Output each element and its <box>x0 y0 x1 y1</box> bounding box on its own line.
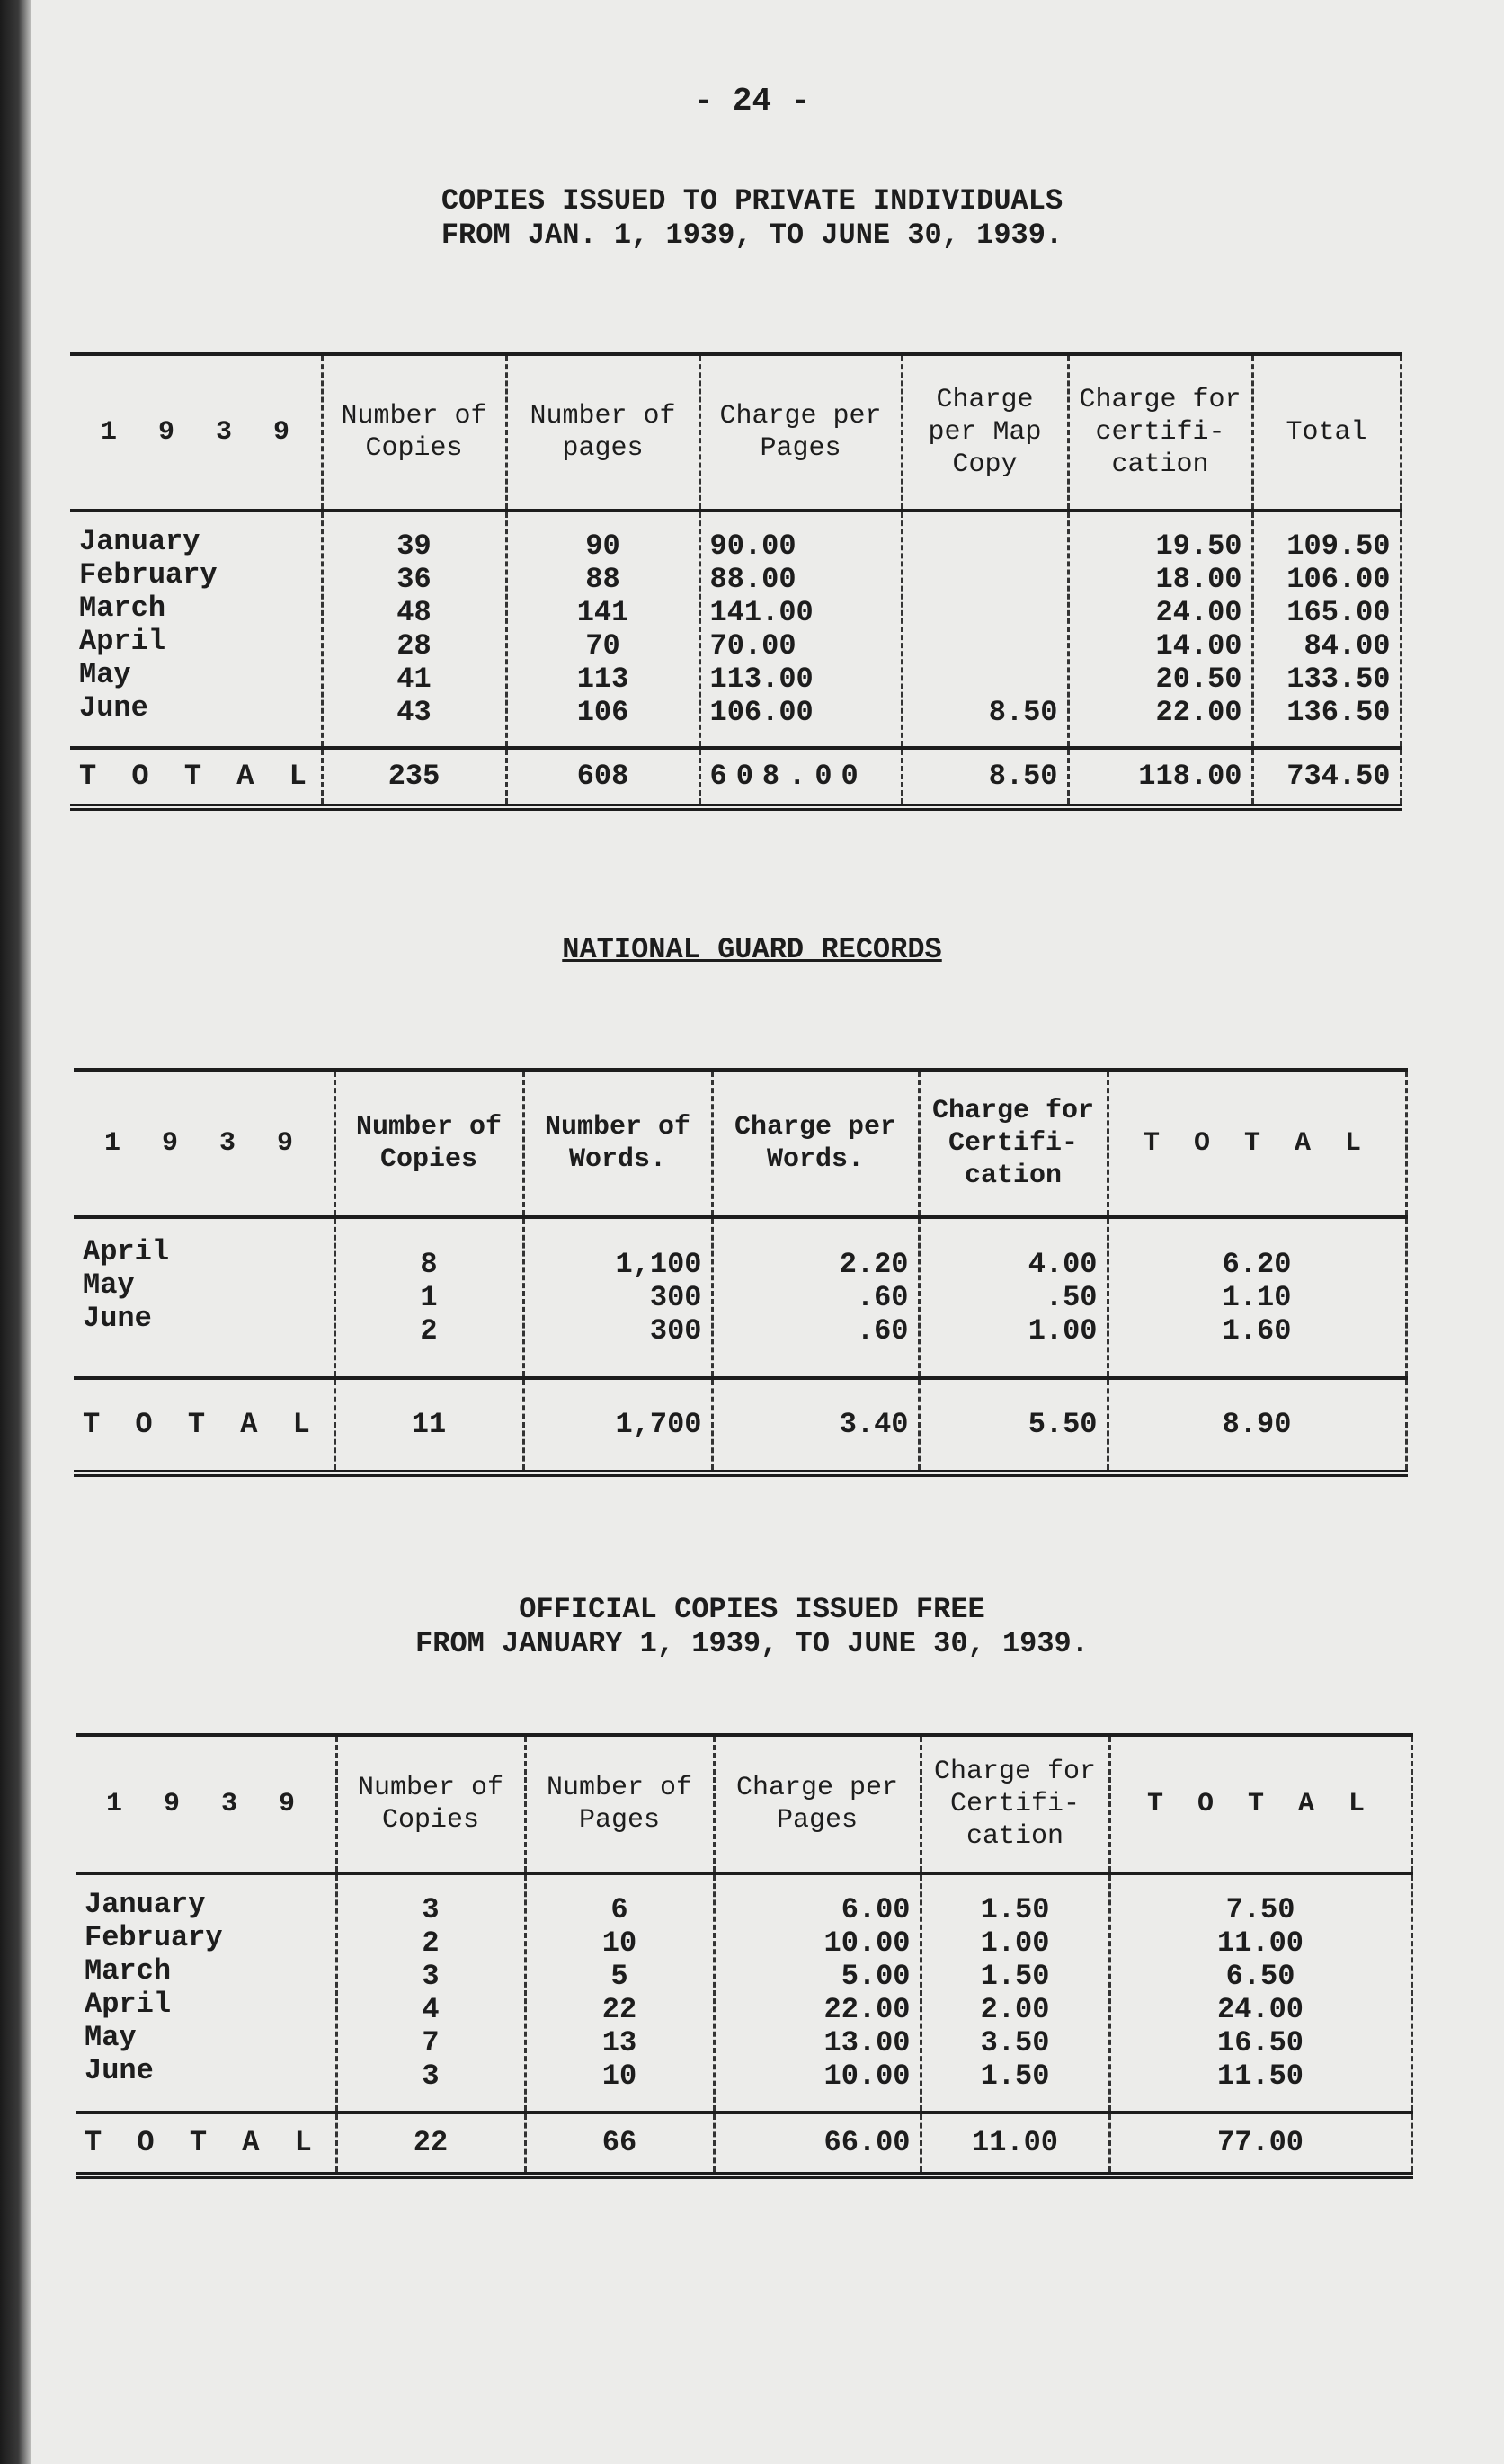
month-cell: March <box>79 592 166 625</box>
private-title-line1: COPIES ISSUED TO PRIVATE INDIVIDUALS <box>441 184 1063 218</box>
official-copies <box>336 1873 525 2113</box>
pages-cell: 88 <box>585 563 620 596</box>
copies-cell: 3 <box>422 2059 440 2093</box>
certification-cell: 1.50 <box>980 1893 1050 1926</box>
sum-charge-words: 3.40 <box>712 1378 919 1473</box>
copies-cell: 8 <box>420 1248 438 1281</box>
private-header-row <box>70 354 1401 511</box>
pages-cell: 113 <box>576 663 629 696</box>
month-cell: January <box>79 525 200 558</box>
copies-cell: 36 <box>396 563 432 596</box>
charge-pages-cell: 6.00 <box>841 1893 911 1926</box>
official-months <box>76 1873 336 2113</box>
private-charge-map <box>902 511 1068 748</box>
pages-cell: 106 <box>576 696 629 729</box>
sum-total: 8.90 <box>1108 1378 1406 1473</box>
official-pages <box>525 1873 714 2113</box>
total-cell: 133.50 <box>1286 663 1391 696</box>
private-title-line2: FROM JAN. 1, 1939, TO JUNE 30, 1939. <box>441 218 1063 252</box>
sum-pages: 66 <box>525 2113 714 2175</box>
copies-cell: 2 <box>420 1314 438 1348</box>
total-cell: 6.20 <box>1222 1248 1292 1281</box>
charge-words-cell: 2.20 <box>839 1248 909 1281</box>
official-total-row <box>76 2113 1411 2175</box>
copies-cell: 7 <box>422 2026 440 2059</box>
copies-cell: 4 <box>422 1993 440 2026</box>
month-cell: May <box>83 1268 135 1302</box>
total-cell: 6.50 <box>1225 1960 1295 1993</box>
copies-cell: 48 <box>396 596 432 629</box>
certification-cell: 20.50 <box>1155 663 1242 696</box>
official-header-copies: Number of Copies <box>336 1735 525 1873</box>
pages-cell: 22 <box>601 1993 637 2026</box>
official-header-row <box>76 1735 1411 1873</box>
certification-cell: 2.00 <box>980 1993 1050 2026</box>
sum-certification: 11.00 <box>921 2113 1109 2175</box>
total-cell: 16.50 <box>1216 2026 1304 2059</box>
sum-total: 734.50 <box>1252 748 1401 807</box>
total-cell: 1.10 <box>1222 1281 1292 1314</box>
certification-cell: 4.00 <box>1028 1248 1098 1281</box>
private-header-charge-pages: Charge per Pages <box>699 354 902 511</box>
charge-pages-cell: 141.00 <box>709 596 814 629</box>
month-cell: March <box>85 1954 172 1988</box>
charge-pages-cell: 5.00 <box>841 1960 911 1993</box>
private-months <box>70 511 322 748</box>
month-cell: April <box>85 1988 172 2021</box>
sum-copies: 11 <box>334 1378 523 1473</box>
guard-words <box>523 1217 712 1378</box>
private-body-row <box>70 511 1401 748</box>
total-cell: 11.00 <box>1216 1926 1304 1960</box>
charge-pages-cell: 13.00 <box>823 2026 911 2059</box>
pages-cell: 10 <box>601 1926 637 1960</box>
official-body-row <box>76 1873 1411 2113</box>
sum-charge-pages: 66.00 <box>714 2113 921 2175</box>
film-edge <box>0 0 31 2464</box>
certification-cell: 14.00 <box>1155 629 1242 663</box>
certification-cell: .50 <box>1045 1281 1098 1314</box>
private-header-certification: Charge for certifi- cation <box>1068 354 1252 511</box>
words-cell: 1,100 <box>615 1248 702 1281</box>
official-title <box>0 1593 1504 1661</box>
total-cell: 24.00 <box>1216 1993 1304 2026</box>
certification-cell: 22.00 <box>1155 696 1242 729</box>
total-cell: 84.00 <box>1304 629 1391 663</box>
guard-header-charge-words: Charge per Words. <box>712 1070 919 1217</box>
month-cell: February <box>85 1921 223 1954</box>
official-total <box>1109 1873 1411 2113</box>
charge-map-cell <box>912 663 1058 696</box>
certification-cell: 18.00 <box>1155 563 1242 596</box>
guard-header-certification: Charge for Certifi- cation <box>919 1070 1108 1217</box>
guard-title-text: NATIONAL GUARD RECORDS <box>562 933 942 966</box>
guard-total <box>1108 1217 1406 1378</box>
charge-pages-cell: 113.00 <box>709 663 814 696</box>
charge-pages-cell: 10.00 <box>823 1926 911 1960</box>
month-cell: February <box>79 558 218 592</box>
guard-total-row <box>74 1378 1406 1473</box>
charge-map-cell <box>912 629 1058 663</box>
guard-copies <box>334 1217 523 1378</box>
private-charge-pages <box>699 511 902 748</box>
private-title <box>0 184 1504 253</box>
copies-cell: 2 <box>422 1926 440 1960</box>
charge-map-cell: 8.50 <box>988 696 1058 729</box>
guard-body-row <box>74 1217 1406 1378</box>
pages-cell: 13 <box>601 2026 637 2059</box>
pages-cell: 5 <box>610 1960 628 1993</box>
private-copies <box>322 511 506 748</box>
month-cell: May <box>79 658 131 691</box>
private-table <box>70 352 1402 811</box>
sum-certification: 118.00 <box>1068 748 1252 807</box>
private-header-pages: Number of pages <box>506 354 699 511</box>
official-table <box>76 1733 1413 2179</box>
guard-months <box>74 1217 334 1378</box>
certification-cell: 1.00 <box>1028 1314 1098 1348</box>
charge-words-cell: .60 <box>856 1314 909 1348</box>
guard-header-copies: Number of Copies <box>334 1070 523 1217</box>
charge-map-cell <box>912 529 1058 563</box>
charge-pages-cell: 88.00 <box>709 563 796 596</box>
sum-words: 1,700 <box>523 1378 712 1473</box>
sum-certification: 5.50 <box>919 1378 1108 1473</box>
official-title-line2: FROM JANUARY 1, 1939, TO JUNE 30, 1939. <box>415 1627 1089 1660</box>
charge-pages-cell: 90.00 <box>709 529 796 563</box>
guard-certification <box>919 1217 1108 1378</box>
total-label: T O T A L <box>70 748 322 807</box>
pages-cell: 70 <box>585 629 620 663</box>
charge-pages-cell: 70.00 <box>709 629 796 663</box>
pages-cell: 10 <box>601 2059 637 2093</box>
pages-cell: 6 <box>610 1893 628 1926</box>
month-cell: April <box>83 1235 170 1268</box>
copies-cell: 1 <box>420 1281 438 1314</box>
words-cell: 300 <box>649 1314 702 1348</box>
copies-cell: 3 <box>422 1960 440 1993</box>
official-header-charge-pages: Charge per Pages <box>714 1735 921 1873</box>
official-header-year: 1 9 3 9 <box>76 1735 336 1873</box>
guard-header-total: T O T A L <box>1108 1070 1406 1217</box>
certification-cell: 24.00 <box>1155 596 1242 629</box>
total-cell: 165.00 <box>1286 596 1391 629</box>
month-cell: January <box>85 1888 206 1921</box>
guard-header-year: 1 9 3 9 <box>74 1070 334 1217</box>
guard-header-row <box>74 1070 1406 1217</box>
total-cell: 136.50 <box>1286 696 1391 729</box>
page-number: - 24 - <box>693 83 811 120</box>
pages-cell: 90 <box>585 529 620 563</box>
words-cell: 300 <box>649 1281 702 1314</box>
guard-header-words: Number of Words. <box>523 1070 712 1217</box>
private-header-year: 1 9 3 9 <box>70 354 322 511</box>
official-header-total: T O T A L <box>1109 1735 1411 1873</box>
charge-map-cell <box>912 563 1058 596</box>
month-cell: June <box>83 1302 152 1335</box>
official-certification <box>921 1873 1109 2113</box>
private-total <box>1252 511 1401 748</box>
copies-cell: 41 <box>396 663 432 696</box>
month-cell: June <box>79 691 148 725</box>
total-label: T O T A L <box>74 1378 334 1473</box>
month-cell: April <box>79 625 166 658</box>
copies-cell: 3 <box>422 1893 440 1926</box>
copies-cell: 39 <box>396 529 432 563</box>
total-cell: 109.50 <box>1286 529 1391 563</box>
certification-cell: 19.50 <box>1155 529 1242 563</box>
total-label: T O T A L <box>76 2113 336 2175</box>
pages-cell: 141 <box>576 596 629 629</box>
official-header-certification: Charge for Certifi- cation <box>921 1735 1109 1873</box>
charge-pages-cell: 10.00 <box>823 2059 911 2093</box>
sum-charge-pages: 608.00 <box>699 748 902 807</box>
guard-table <box>74 1068 1408 1477</box>
charge-pages-cell: 22.00 <box>823 1993 911 2026</box>
sum-copies: 22 <box>336 2113 525 2175</box>
sum-copies: 235 <box>322 748 506 807</box>
certification-cell: 1.50 <box>980 1960 1050 1993</box>
private-certification <box>1068 511 1252 748</box>
sum-total: 77.00 <box>1109 2113 1411 2175</box>
private-total-row <box>70 748 1401 807</box>
charge-pages-cell: 106.00 <box>709 696 814 729</box>
sum-charge-map: 8.50 <box>902 748 1068 807</box>
private-header-copies: Number of Copies <box>322 354 506 511</box>
certification-cell: 3.50 <box>980 2026 1050 2059</box>
private-pages <box>506 511 699 748</box>
official-header-pages: Number of Pages <box>525 1735 714 1873</box>
sum-pages: 608 <box>506 748 699 807</box>
copies-cell: 28 <box>396 629 432 663</box>
charge-map-cell <box>912 596 1058 629</box>
certification-cell: 1.50 <box>980 2059 1050 2093</box>
total-cell: 1.60 <box>1222 1314 1292 1348</box>
charge-words-cell: .60 <box>856 1281 909 1314</box>
private-header-charge-map: Charge per Map Copy <box>902 354 1068 511</box>
official-charge-pages <box>714 1873 921 2113</box>
guard-title <box>0 933 1504 967</box>
certification-cell: 1.00 <box>980 1926 1050 1960</box>
total-cell: 7.50 <box>1225 1893 1295 1926</box>
guard-charge-words <box>712 1217 919 1378</box>
official-title-line1: OFFICIAL COPIES ISSUED FREE <box>519 1593 985 1626</box>
total-cell: 11.50 <box>1216 2059 1304 2093</box>
month-cell: May <box>85 2021 137 2054</box>
private-header-total: Total <box>1252 354 1401 511</box>
month-cell: June <box>85 2054 154 2087</box>
total-cell: 106.00 <box>1286 563 1391 596</box>
copies-cell: 43 <box>396 696 432 729</box>
